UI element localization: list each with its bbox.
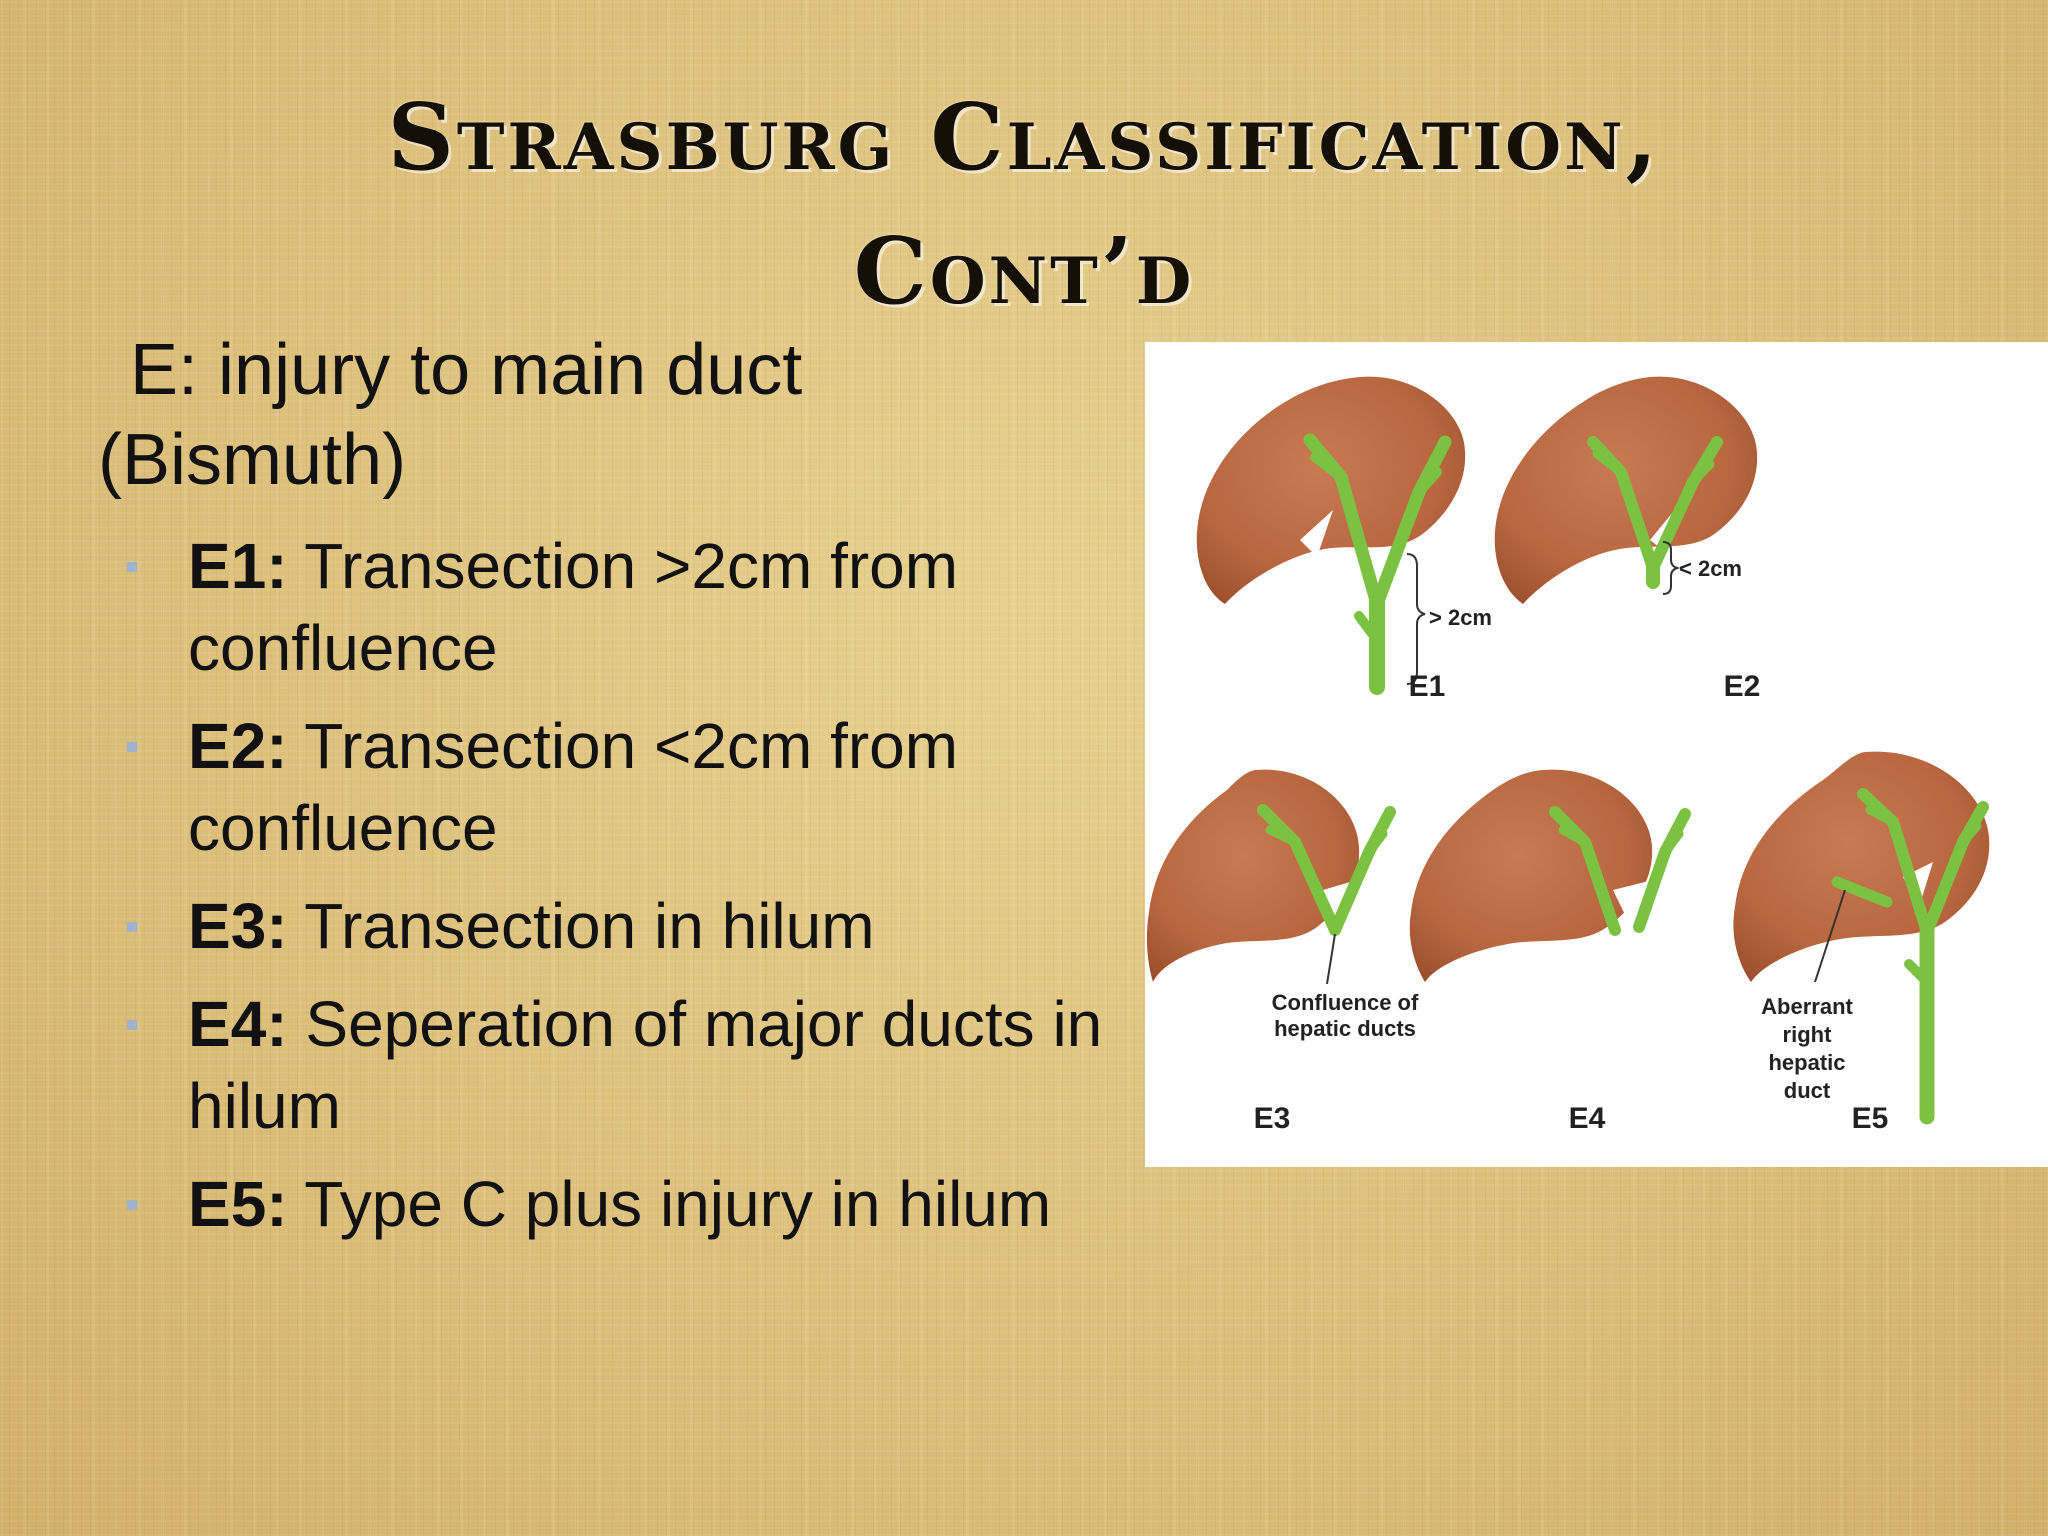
slide-title bbox=[0, 70, 2048, 338]
bullet-icon bbox=[127, 562, 137, 572]
list-item-e5 bbox=[110, 1163, 1140, 1245]
item-text: Transection >2cm from confluence bbox=[188, 530, 959, 684]
lead-line-1: E: injury to main duct bbox=[130, 330, 803, 410]
item-text: Transection in hilum bbox=[287, 890, 875, 962]
lead-text bbox=[98, 325, 1098, 505]
item-text: Type C plus injury in hilum bbox=[287, 1168, 1052, 1240]
label-confluence-1: Confluence of bbox=[1271, 990, 1419, 1015]
item-label: E2: bbox=[188, 710, 288, 782]
label-e3: E3 bbox=[1253, 1102, 1291, 1135]
label-aberrant-4: duct bbox=[1783, 1078, 1831, 1103]
label-aberrant-3: hepatic bbox=[1768, 1050, 1846, 1075]
bullet-icon bbox=[127, 742, 137, 752]
label-aberrant-1: Aberrant bbox=[1761, 994, 1853, 1019]
label-e4: E4 bbox=[1568, 1102, 1606, 1135]
label-e5: E5 bbox=[1851, 1102, 1889, 1135]
label-gt2cm: > 2cm bbox=[1429, 605, 1492, 630]
bullet-list bbox=[110, 525, 1140, 1261]
liver-icon bbox=[1410, 770, 1652, 982]
figure-svg bbox=[1145, 342, 2048, 1167]
item-text: Transection <2cm from confluence bbox=[188, 710, 959, 864]
bile-duct-injury-figure bbox=[1145, 342, 2048, 1167]
panel-e4 bbox=[1410, 770, 1685, 1135]
label-e1: E1 bbox=[1408, 670, 1446, 703]
list-item-e4 bbox=[110, 983, 1140, 1147]
pointer-line bbox=[1327, 934, 1335, 984]
list-item-e3 bbox=[110, 885, 1140, 967]
label-aberrant-2: right bbox=[1782, 1022, 1832, 1047]
bullet-icon bbox=[127, 1200, 137, 1210]
label-lt2cm: < 2cm bbox=[1679, 556, 1742, 581]
list-item-e1 bbox=[110, 525, 1140, 689]
item-label: E4: bbox=[188, 988, 288, 1060]
panel-e2 bbox=[1495, 377, 1761, 703]
item-label: E1: bbox=[188, 530, 288, 602]
item-text: Seperation of major ducts in hilum bbox=[188, 988, 1103, 1142]
liver-icon bbox=[1147, 770, 1359, 982]
list-item-e2 bbox=[110, 705, 1140, 869]
panel-e1 bbox=[1197, 377, 1492, 703]
label-confluence-2: hepatic ducts bbox=[1274, 1016, 1416, 1041]
bullet-icon bbox=[127, 1020, 137, 1030]
title-line-1: Strasburg Classification, bbox=[387, 83, 1661, 191]
bracket-gt2cm bbox=[1407, 554, 1425, 684]
panel-e3 bbox=[1147, 770, 1419, 1135]
lead-line-2: (Bismuth) bbox=[98, 420, 407, 500]
panel-e5 bbox=[1733, 752, 1989, 1135]
bullet-icon bbox=[127, 922, 137, 932]
title-line-2: Cont’d bbox=[853, 217, 1195, 325]
item-label: E3: bbox=[188, 890, 288, 962]
label-e2: E2 bbox=[1723, 670, 1761, 703]
item-label: E5: bbox=[188, 1168, 288, 1240]
